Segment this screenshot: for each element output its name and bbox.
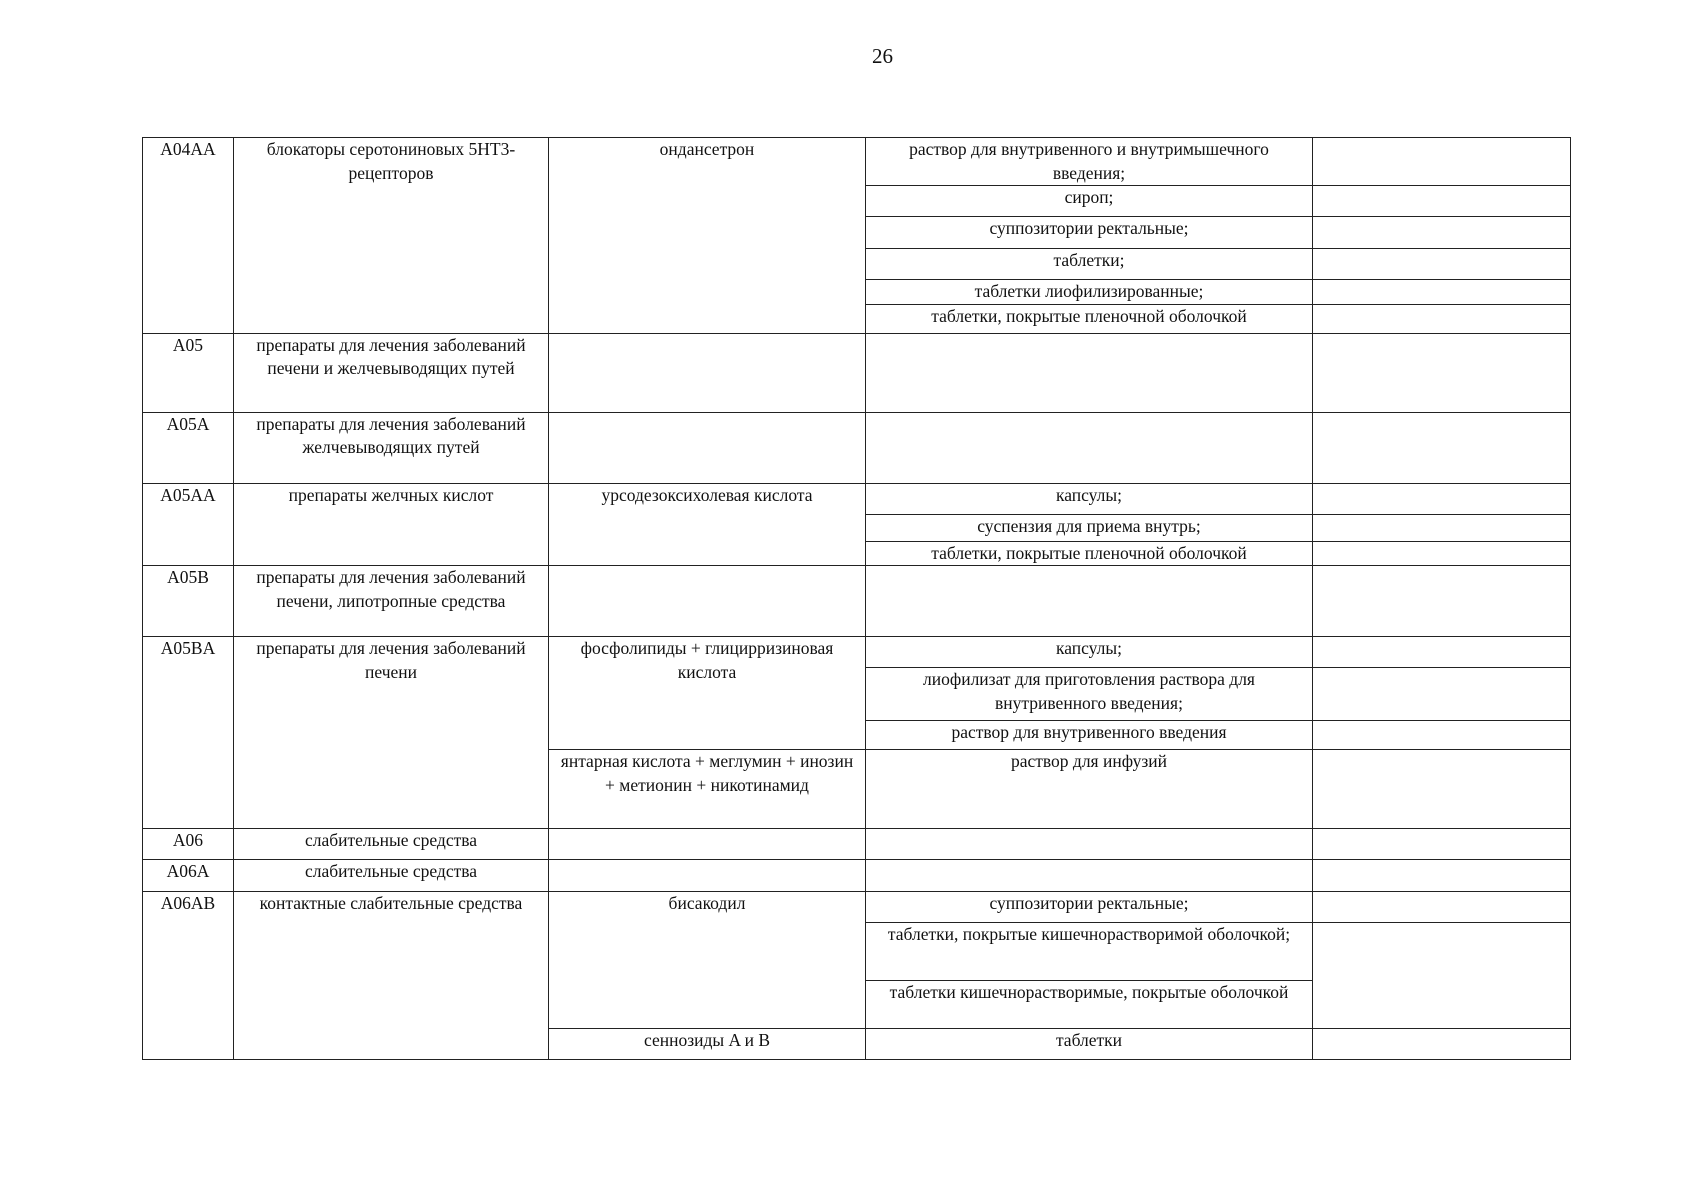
atc-code: A05A	[143, 412, 234, 483]
atc-group: слабительные средства	[234, 860, 549, 892]
table-row	[143, 566, 1571, 637]
empty-cell	[1313, 923, 1571, 1029]
atc-group: препараты для лечения заболеваний печени	[234, 637, 549, 829]
empty-cell	[1313, 750, 1571, 829]
atc-group: контактные слабительные средства	[234, 892, 549, 1060]
atc-code: A06	[143, 829, 234, 860]
drug-name: бисакодил	[549, 892, 866, 1029]
empty-cell	[1313, 892, 1571, 923]
empty-cell	[1313, 217, 1571, 249]
dosage-form: капсулы;	[866, 637, 1313, 668]
table-row	[143, 892, 1571, 923]
atc-group: препараты для лечения заболеваний желчевыводящих путей	[234, 412, 549, 483]
page-number: 26	[872, 44, 893, 68]
atc-group: препараты желчных кислот	[234, 483, 549, 566]
atc-group: блокаторы серотониновых 5НТ3-рецепторов	[234, 138, 549, 334]
drug-name: ондансетрон	[549, 138, 866, 334]
empty-cell	[1313, 637, 1571, 668]
atc-group: слабительные средства	[234, 829, 549, 860]
dosage-form: раствор для инфузий	[866, 750, 1313, 829]
atc-code: A05	[143, 333, 234, 412]
dosage-form: таблетки кишечнорастворимые, покрытые оболочкой	[866, 981, 1313, 1029]
drug-name: янтарная кислота + меглумин + инозин + метионин + никотинамид	[549, 750, 866, 829]
empty-cell	[549, 829, 866, 860]
empty-cell	[866, 566, 1313, 637]
atc-group: препараты для лечения заболеваний печени, липотропные средства	[234, 566, 549, 637]
empty-cell	[1313, 721, 1571, 750]
dosage-form: лиофилизат для приготовления раствора для внутривенного введения;	[866, 668, 1313, 721]
empty-cell	[866, 829, 1313, 860]
atc-group: препараты для лечения заболеваний печени и желчевыводящих путей	[234, 333, 549, 412]
table-row	[143, 138, 1571, 186]
empty-cell	[1313, 514, 1571, 541]
empty-cell	[1313, 541, 1571, 566]
table-row	[143, 829, 1571, 860]
empty-cell	[1313, 186, 1571, 217]
dosage-form: капсулы;	[866, 483, 1313, 514]
table-row	[143, 860, 1571, 892]
table-row	[143, 637, 1571, 668]
dosage-form: сироп;	[866, 186, 1313, 217]
atc-code: A05BA	[143, 637, 234, 829]
empty-cell	[1313, 412, 1571, 483]
dosage-form: раствор для внутривенного и внутримышечного введения;	[866, 138, 1313, 186]
table-row	[143, 333, 1571, 412]
empty-cell	[866, 860, 1313, 892]
empty-cell	[549, 333, 866, 412]
atc-code: A06A	[143, 860, 234, 892]
empty-cell	[1313, 1029, 1571, 1060]
dosage-form: таблетки;	[866, 249, 1313, 280]
empty-cell	[1313, 333, 1571, 412]
dosage-form: раствор для внутривенного введения	[866, 721, 1313, 750]
empty-cell	[866, 333, 1313, 412]
dosage-form: таблетки, покрытые кишечнорастворимой оболочкой;	[866, 923, 1313, 981]
atc-code: A05B	[143, 566, 234, 637]
empty-cell	[1313, 483, 1571, 514]
atc-code: A04AA	[143, 138, 234, 334]
drug-name: сеннозиды A и B	[549, 1029, 866, 1060]
atc-code: A05AA	[143, 483, 234, 566]
empty-cell	[1313, 860, 1571, 892]
empty-cell	[549, 860, 866, 892]
dosage-form: таблетки, покрытые пленочной оболочкой	[866, 304, 1313, 333]
empty-cell	[1313, 304, 1571, 333]
drug-list-table	[142, 137, 1571, 1060]
empty-cell	[1313, 138, 1571, 186]
drug-name: фосфолипиды + глицирризиновая кислота	[549, 637, 866, 750]
dosage-form: таблетки	[866, 1029, 1313, 1060]
empty-cell	[1313, 249, 1571, 280]
empty-cell	[1313, 829, 1571, 860]
dosage-form: суппозитории ректальные;	[866, 217, 1313, 249]
drug-name: урсодезоксихолевая кислота	[549, 483, 866, 566]
table-row	[143, 412, 1571, 483]
atc-code: A06AB	[143, 892, 234, 1060]
empty-cell	[549, 412, 866, 483]
empty-cell	[1313, 668, 1571, 721]
empty-cell	[549, 566, 866, 637]
empty-cell	[1313, 566, 1571, 637]
dosage-form: суппозитории ректальные;	[866, 892, 1313, 923]
dosage-form: таблетки лиофилизированные;	[866, 280, 1313, 305]
empty-cell	[1313, 280, 1571, 305]
table-row	[143, 483, 1571, 514]
dosage-form: таблетки, покрытые пленочной оболочкой	[866, 541, 1313, 566]
empty-cell	[866, 412, 1313, 483]
dosage-form: суспензия для приема внутрь;	[866, 514, 1313, 541]
